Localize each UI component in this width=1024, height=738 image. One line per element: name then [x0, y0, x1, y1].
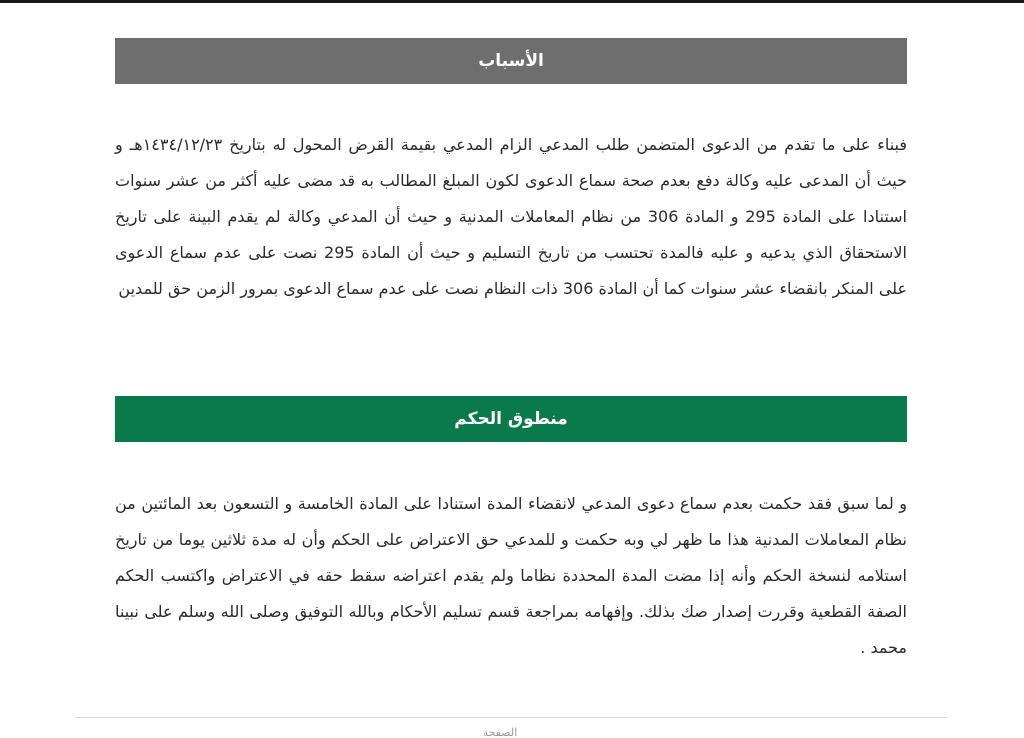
verdict-heading: منطوق الحكم: [454, 409, 568, 429]
top-edge-border: [0, 0, 1024, 3]
footer-divider: [75, 717, 947, 718]
reasons-heading: الأسباب: [478, 51, 544, 71]
verdict-header: [115, 396, 907, 442]
reasons-paragraph: فبناء على ما تقدم من الدعوى المتضمن طلب المدعي الزام المدعي بقيمة القرض المحول له بتاريخ ١٤٣٤/١٢/٢٣هـ و حيث أن المدعى عليه وكالة دفع بعدم صحة سماع الدعوى لكون المبلغ المطالب به قد مضى عليه أكثر من عشر سنوات استنادا على المادة 295 و المادة 306 من نظام المعاملات المدنية و حيث أن المدعي وكالة لم يقدم البينة على تاريخ الاستحقاق الذي يدعيه و عليه فالمدة تحتسب من تاريخ التسليم و حيث أن المادة 295 نصت على عدم سماع الدعوى على المنكر بانقضاء عشر سنوات كما أن المادة 306 ذات النظام نصت على عدم سماع الدعوى بمرور الزمن حق للمدين: [115, 135, 908, 298]
reasons-header: [115, 38, 907, 84]
footer-label: الصفحة: [482, 726, 518, 738]
verdict-paragraph: و لما سبق فقد حكمت بعدم سماع دعوى المدعي لانقضاء المدة استنادا على المادة الخامسة و التسعون بعد المائتين من نظام المعاملات المدنية هذا ما ظهر لي وبه حكمت و للمدعي حق الاعتراض على الحكم وأن له مدة ثلاثين يوما من تاريخ استلامه لنسخة الحكم وأنه إذا مضت المدة المحددة نظاما ولم يقدم اعتراضه سقط حقه في الاعتراض واكتسب الحكم الصفة القطعية وقررت إصدار صك بذلك. وإفهامه بمراجعة قسم تسليم الأحكام وبالله التوفيق وصلى الله وسلم على نبينا محمد .: [115, 494, 907, 657]
